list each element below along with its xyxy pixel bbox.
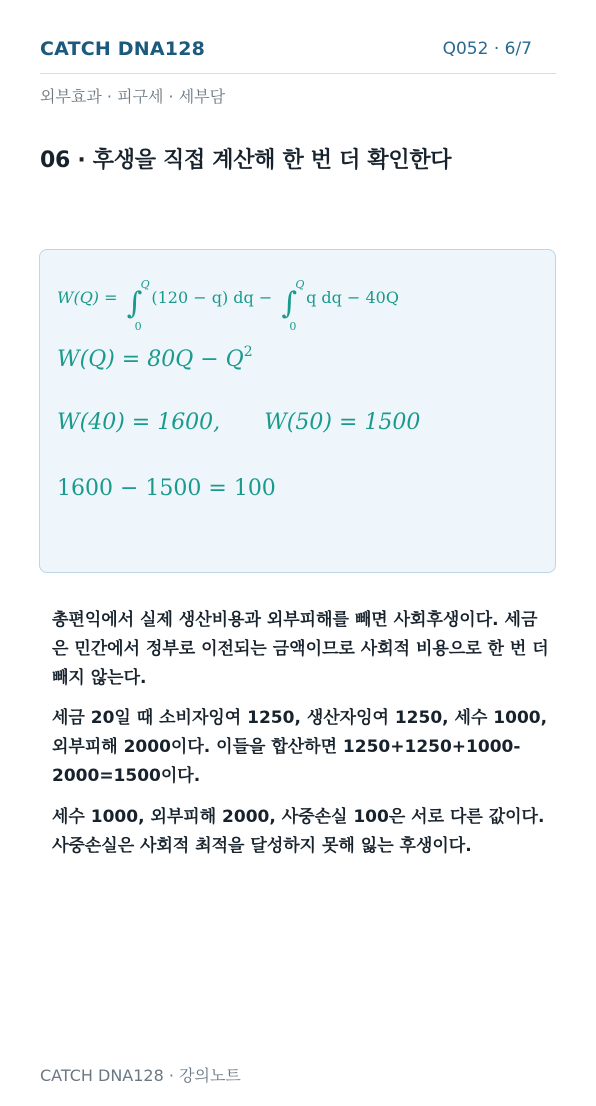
equation-box (39, 249, 556, 573)
explanation-paragraph-2: 세금 20일 때 소비자잉여 1250, 생산자잉여 1250, 세수 1000, 외부피해 2000이다. 이들을 합산하면 1250+1250+1000-2000=1500이다. (52, 708, 548, 786)
brand-title: CATCH DNA128 (40, 38, 206, 60)
eq2-body: W(Q) = 80Q − Q (57, 347, 244, 372)
welfare-values-equation (57, 410, 420, 435)
header (40, 36, 556, 74)
eq1-term2: q dq − 40Q (306, 288, 399, 307)
welfare-integral-equation (57, 278, 399, 333)
footer-label: CATCH DNA128 · 강의노트 (40, 1066, 241, 1085)
eq3-right: W(50) = 1500 (264, 410, 421, 435)
eq2-exponent: 2 (243, 344, 253, 360)
integral-sign: ∫ Q 0 (281, 278, 305, 333)
topic-subtitle: 외부효과 · 피구세 · 세부담 (40, 87, 226, 106)
section-title: 06 · 후생을 직접 계산해 한 번 더 확인한다 (40, 148, 452, 173)
integral-upper-bound: Q (295, 278, 305, 291)
integral-upper-bound: Q (140, 278, 150, 291)
explanation-paragraph-1: 총편익에서 실제 생산비용과 외부피해를 빼면 사회후생이다. 세금은 민간에서 정부로 이전되는 금액이므로 사회적 비용으로 한 번 더 빼지 않는다. (52, 610, 549, 688)
welfare-function-equation (57, 344, 253, 372)
eq3-left: W(40) = 1600, (57, 410, 221, 435)
eq1-term1: (120 − q) dq − (151, 288, 278, 307)
explanation-paragraph-3: 세수 1000, 외부피해 2000, 사중손실 100은 서로 다른 값이다. 사중손실은 사회적 최적을 달성하지 못해 잃는 후생이다. (52, 807, 545, 856)
eq1-lhs: W(Q) = (57, 288, 123, 307)
integral-sign: ∫ Q 0 (126, 278, 150, 333)
integral-lower-bound: 0 (134, 320, 142, 333)
page-indicator: Q052 · 6/7 (442, 39, 532, 59)
integral-lower-bound: 0 (289, 320, 297, 333)
welfare-difference-equation: 1600 − 1500 = 100 (57, 476, 276, 501)
